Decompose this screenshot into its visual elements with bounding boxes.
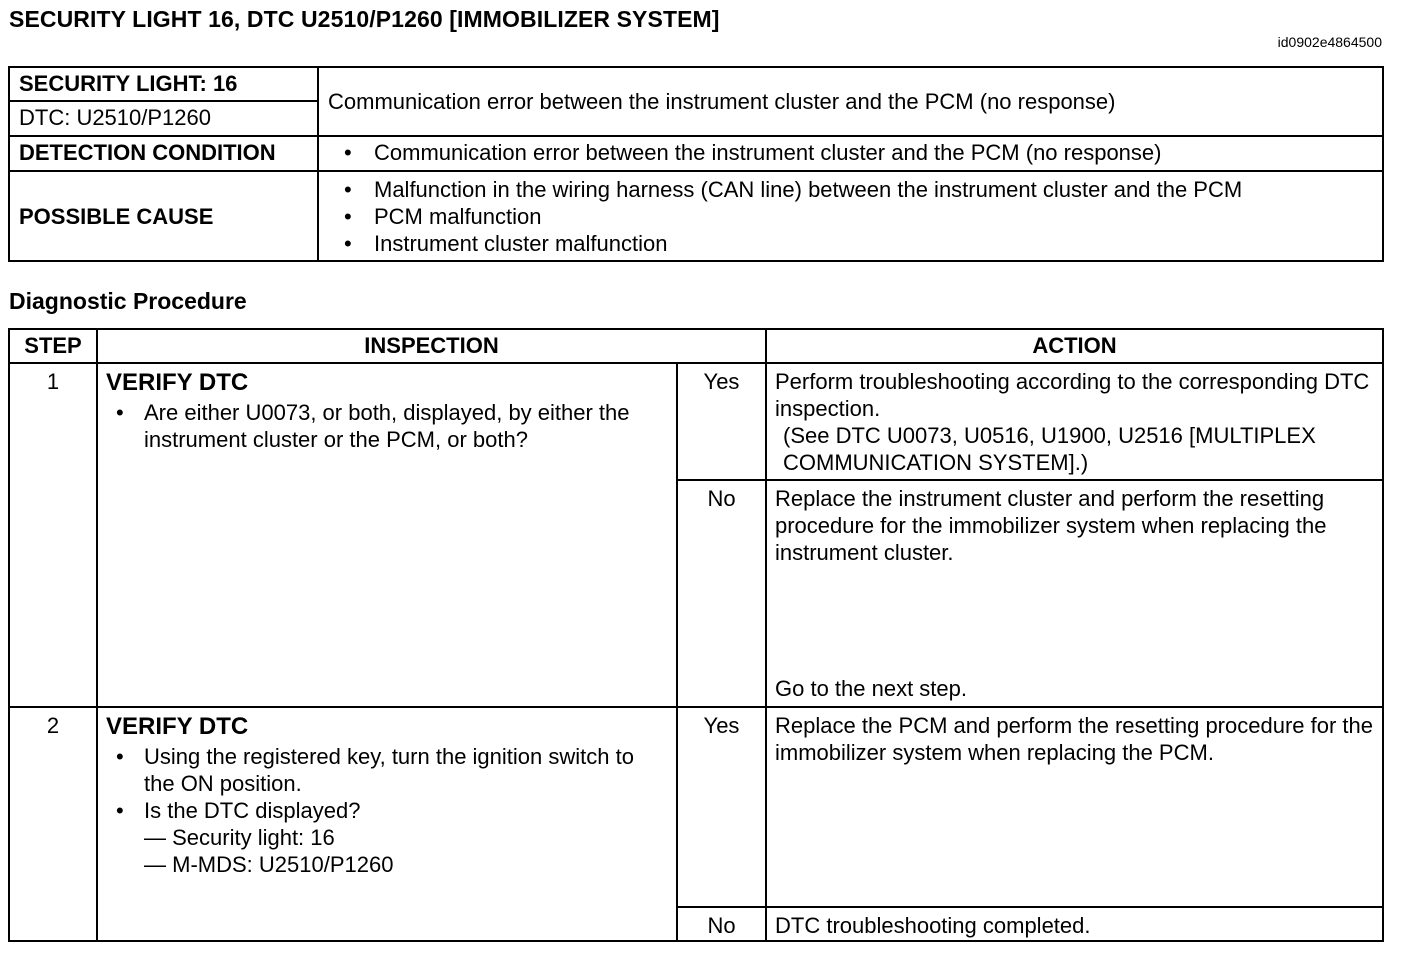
- diagnostic-procedure-table: [8, 328, 1384, 942]
- detection-condition-label: DETECTION CONDITION: [9, 136, 318, 171]
- possible-cause-cell: [318, 171, 1383, 261]
- inspection-subitem: — Security light: 16: [144, 825, 335, 850]
- possible-cause-label: POSSIBLE CAUSE: [9, 171, 318, 261]
- detection-condition-cell: [318, 136, 1383, 171]
- inspection-subitem: — M-MDS: U2510/P1260: [144, 852, 394, 877]
- column-header-action: ACTION: [766, 329, 1383, 363]
- inspection-cell: [97, 707, 677, 941]
- step-number: 1: [9, 363, 97, 707]
- inspection-item-text: Is the DTC displayed?: [144, 798, 361, 823]
- section-title: Diagnostic Procedure: [9, 288, 247, 314]
- possible-cause-item: • Malfunction in the wiring harness (CAN line) between the instrument cluster and the PCM: [328, 176, 1373, 203]
- table-row: [9, 363, 1383, 480]
- possible-cause-item: • Instrument cluster malfunction: [328, 230, 1373, 257]
- action-cell: [766, 907, 1383, 941]
- action-cell: [766, 707, 1383, 907]
- inspection-item: • Using the registered key, turn the ignition switch to the ON position.: [106, 743, 668, 797]
- column-header-inspection: INSPECTION: [97, 329, 766, 363]
- action-cell: [766, 363, 1383, 480]
- step-number: 2: [9, 707, 97, 941]
- inspection-item: • Are either U0073, or both, displayed, by either the instrument cluster or the PCM, or both?: [106, 399, 668, 453]
- action-reference: (See DTC U0073, U0516, U1900, U2516 [MULTIPLEX COMMUNICATION SYSTEM].): [783, 423, 1316, 475]
- document-id: id0902e4864500: [1277, 34, 1382, 50]
- dtc-code-label: DTC: U2510/P1260: [9, 101, 318, 136]
- action-next-step: Go to the next step.: [775, 676, 968, 701]
- action-text: Perform troubleshooting according to the corresponding DTC inspection.: [775, 369, 1370, 421]
- column-header-step: STEP: [9, 329, 97, 363]
- dtc-description: Communication error between the instrument cluster and the PCM (no response): [318, 67, 1383, 136]
- detection-condition-list: [328, 139, 1373, 166]
- result-no: No: [677, 907, 766, 941]
- page-title: SECURITY LIGHT 16, DTC U2510/P1260 [IMMOBILIZER SYSTEM]: [9, 6, 720, 32]
- action-cell: [766, 480, 1383, 707]
- result-yes: Yes: [677, 363, 766, 480]
- possible-cause-item: • PCM malfunction: [328, 203, 1373, 230]
- dtc-info-table: [8, 66, 1384, 262]
- action-text: Replace the PCM and perform the resetting procedure for the immobilizer system when replacing the PCM.: [775, 713, 1373, 765]
- result-no: No: [677, 480, 766, 707]
- possible-cause-list: [328, 176, 1373, 257]
- inspection-cell: [97, 363, 677, 707]
- security-light-label: SECURITY LIGHT: 16: [9, 67, 318, 101]
- action-text: Replace the instrument cluster and perform the resetting procedure for the immobilizer system when replacing the instrument cluster.: [775, 486, 1327, 565]
- action-text: DTC troubleshooting completed.: [775, 913, 1091, 938]
- result-yes: Yes: [677, 707, 766, 907]
- detection-condition-item: • Communication error between the instrument cluster and the PCM (no response): [328, 139, 1373, 166]
- inspection-title: VERIFY DTC: [106, 369, 249, 396]
- inspection-list: [106, 743, 668, 878]
- inspection-item: [106, 797, 668, 878]
- table-row: [9, 707, 1383, 907]
- inspection-title: VERIFY DTC: [106, 713, 249, 740]
- inspection-list: [106, 399, 668, 453]
